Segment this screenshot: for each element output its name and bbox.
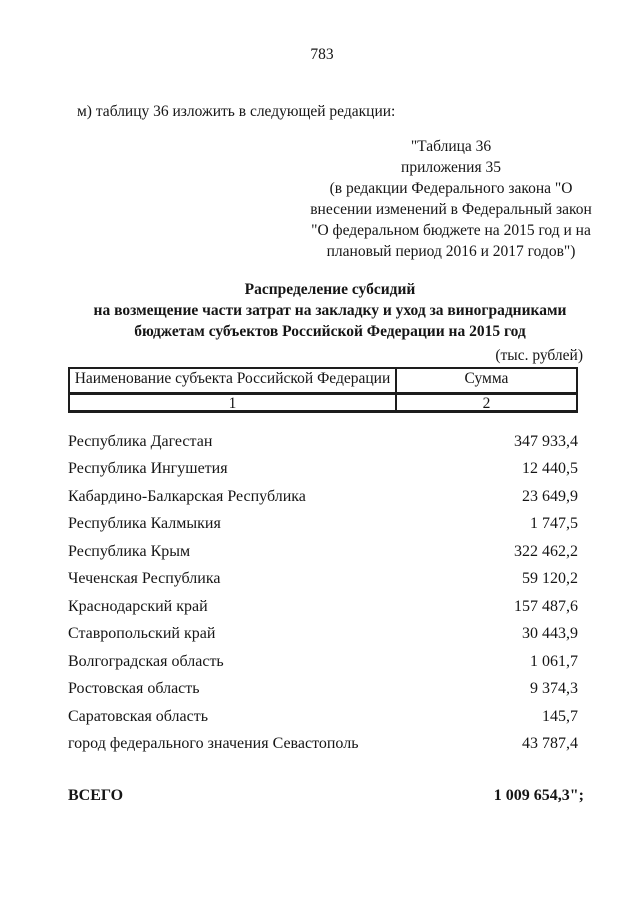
page-number: 783 <box>310 46 334 63</box>
table-index-row <box>70 392 576 410</box>
annotation-line: (в редакции Федерального закона "О <box>329 180 573 197</box>
region-name: Кабардино-Балкарская Республика <box>68 487 306 505</box>
region-amount: 9 374,3 <box>530 680 578 698</box>
region-name: Республика Дагестан <box>68 432 213 450</box>
table-row <box>68 676 578 704</box>
region-name: город федерального значения Севастополь <box>68 735 359 753</box>
intro-paragraph: м) таблицу 36 изложить в следующей редакции: <box>77 103 396 120</box>
title-line: на возмещение части затрат на закладку и уход за виноградниками <box>93 302 567 319</box>
region-name: Саратовская область <box>68 707 209 725</box>
table-row <box>68 566 578 594</box>
region-amount: 347 933,4 <box>514 432 578 450</box>
region-amount: 23 649,9 <box>522 487 578 505</box>
region-name: Волгоградская область <box>68 652 224 670</box>
document-title <box>70 279 590 342</box>
region-amount: 59 120,2 <box>522 570 578 588</box>
table-row <box>68 648 578 676</box>
region-amount: 157 487,6 <box>514 597 578 615</box>
column-header-region: Наименование субъекта Российской Федерации <box>70 369 397 392</box>
units-label: (тыс. рублей) <box>495 347 583 364</box>
table-row <box>68 483 578 511</box>
table-row <box>68 428 578 456</box>
table-row <box>68 456 578 484</box>
column-index-1: 1 <box>70 395 397 410</box>
column-index-2: 2 <box>482 395 491 412</box>
region-name: Республика Ингушетия <box>68 460 228 478</box>
region-amount: 322 462,2 <box>514 542 578 560</box>
region-name: Ростовская область <box>68 680 200 698</box>
region-amount: 12 440,5 <box>522 460 578 478</box>
table-row <box>68 511 578 539</box>
table-annotation-block <box>294 136 608 262</box>
table-row <box>68 538 578 566</box>
table-header-row <box>70 369 576 392</box>
region-amount: 1 747,5 <box>530 515 578 533</box>
table-row <box>68 703 578 731</box>
total-row <box>68 787 584 805</box>
annotation-line: "О федеральном бюджете на 2015 год и на <box>311 222 591 239</box>
region-name: Республика Крым <box>68 542 191 560</box>
region-name: Ставропольский край <box>68 625 216 643</box>
region-name: Чеченская Республика <box>68 570 221 588</box>
region-name: Краснодарский край <box>68 597 208 615</box>
table-body <box>68 428 578 758</box>
annotation-line: приложения 35 <box>401 159 501 176</box>
region-amount: 30 443,9 <box>522 625 578 643</box>
total-amount: 1 009 654,3"; <box>493 787 584 804</box>
total-label: ВСЕГО <box>68 787 124 804</box>
annotation-line: плановый период 2016 и 2017 годов") <box>326 243 576 260</box>
region-amount: 1 061,7 <box>530 652 578 670</box>
region-amount: 43 787,4 <box>522 735 578 753</box>
annotation-line: "Таблица 36 <box>410 138 492 155</box>
region-amount: 145,7 <box>542 707 578 725</box>
annotation-line: внесении изменений в Федеральный закон <box>310 201 592 218</box>
column-header-sum: Сумма <box>464 370 509 387</box>
title-line: Распределение субсидий <box>244 281 416 298</box>
table-row <box>68 621 578 649</box>
title-line: бюджетам субъектов Российской Федерации на 2015 год <box>134 323 526 340</box>
table-row <box>68 593 578 621</box>
table-row <box>68 731 578 759</box>
region-name: Республика Калмыкия <box>68 515 221 533</box>
table-header <box>68 367 578 413</box>
